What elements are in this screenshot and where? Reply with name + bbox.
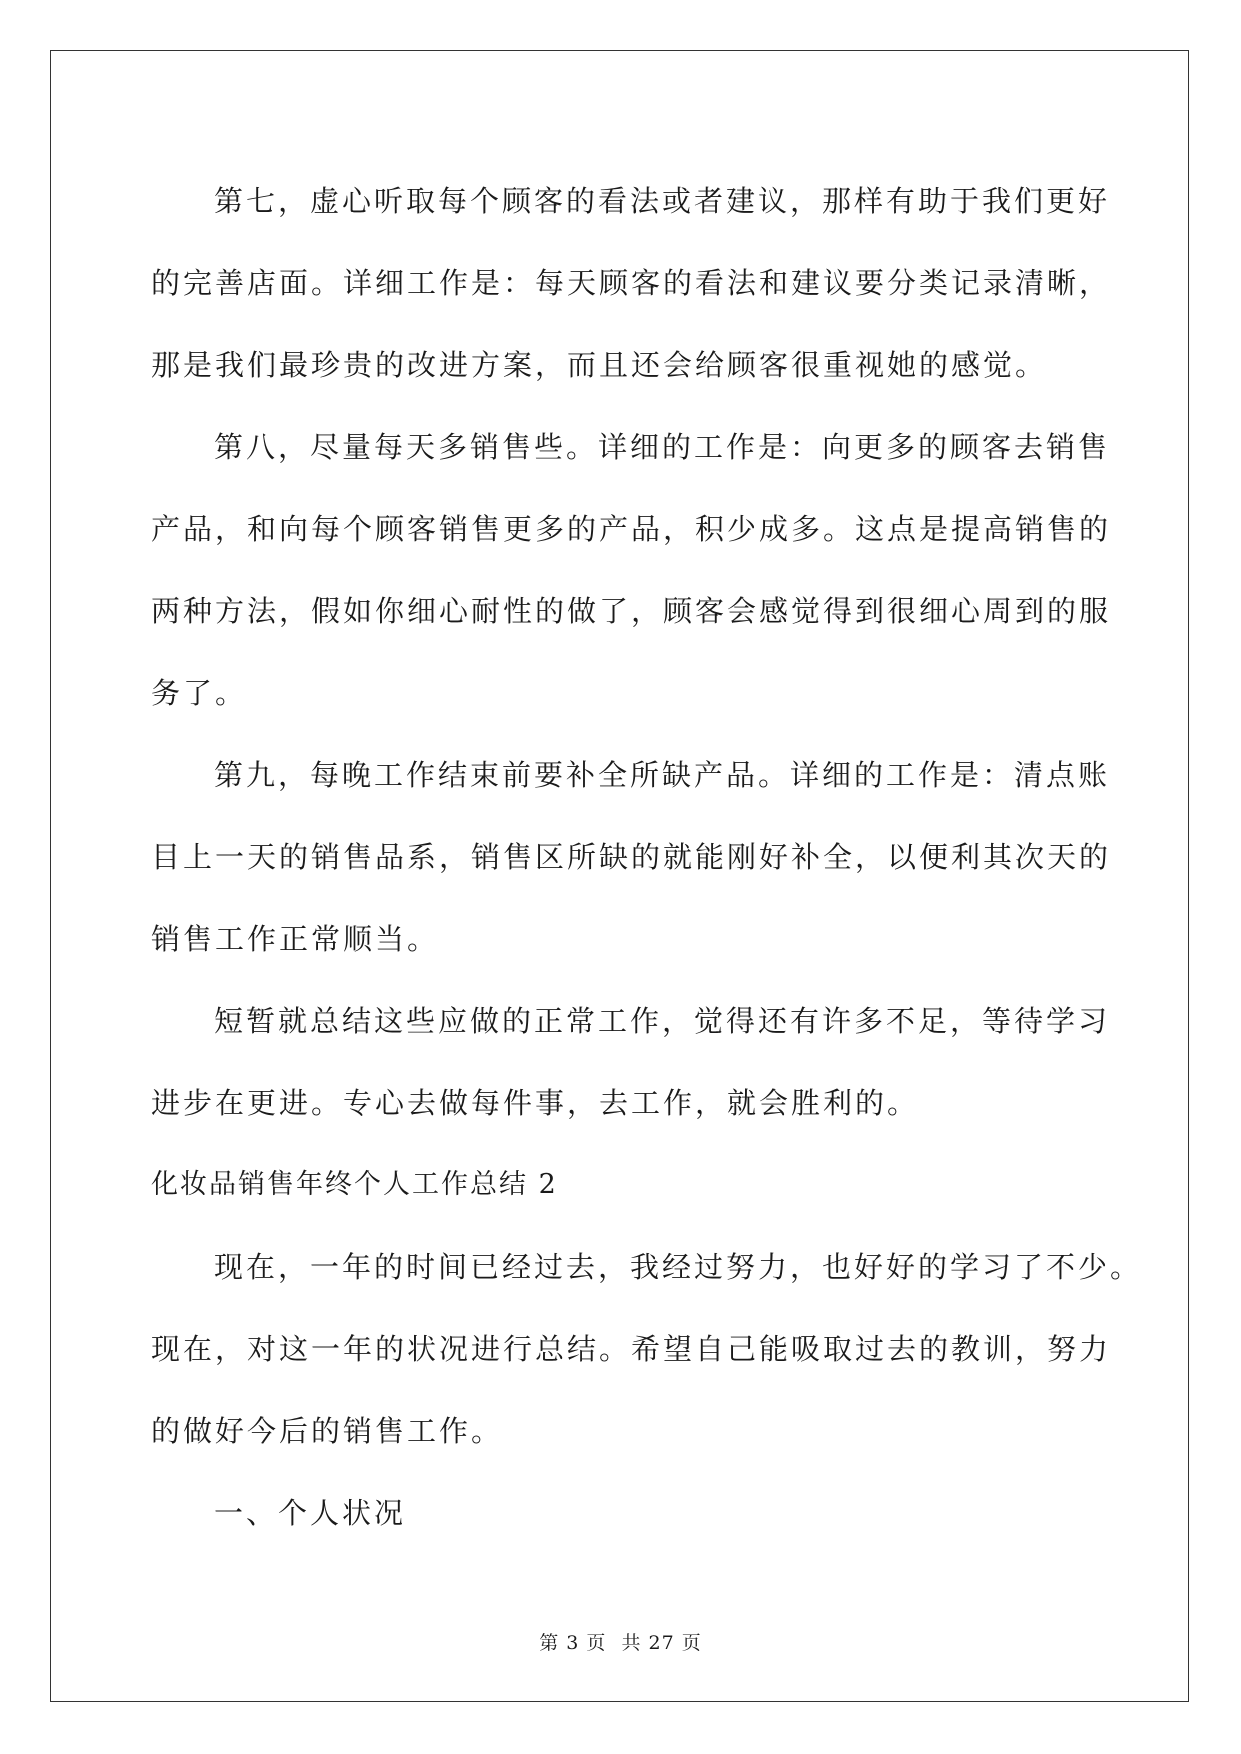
text-line: 产品，和向每个顾客销售更多的产品，积少成多。这点是提高销售的 (151, 512, 1112, 546)
document-body (151, 160, 1143, 1554)
paragraph-summary (151, 980, 1111, 1144)
text-line: 第九，每晚工作结束前要补全所缺产品。详细的工作是：清点账 (214, 758, 1111, 792)
page-footer (0, 1628, 1241, 1655)
text-line: 的做好今后的销售工作。 (151, 1414, 504, 1448)
text-line: 短暂就总结这些应做的正常工作，觉得还有许多不足，等待学习 (214, 1004, 1111, 1038)
text-line: 两种方法，假如你细心耐性的做了，顾客会感觉得到很细心周到的服 (151, 594, 1112, 628)
text-line: 务了。 (151, 676, 248, 710)
paragraph-8 (151, 406, 1112, 734)
text-line: 的完善店面。详细工作是：每天顾客的看法和建议要分类记录清晰， (151, 266, 1112, 300)
paragraph-7 (151, 160, 1112, 406)
subheading-personal-status (151, 1472, 1091, 1554)
section-title: 化妆品销售年终个人工作总结 2 (151, 1169, 558, 1200)
page-total: 共 27 页 (621, 1632, 702, 1654)
page-number: 第 3 页 (539, 1632, 607, 1654)
paragraph-intro (151, 1226, 1143, 1472)
text-line: 第七，虚心听取每个顾客的看法或者建议，那样有助于我们更好 (214, 184, 1111, 218)
text-line: 现在，对这一年的状况进行总结。希望自己能吸取过去的教训，努力 (151, 1332, 1112, 1366)
text-line: 进步在更进。专心去做每件事，去工作，就会胜利的。 (151, 1086, 920, 1120)
text-line: 目上一天的销售品系，销售区所缺的就能刚好补全，以便利其次天的 (151, 840, 1112, 874)
text-line: 销售工作正常顺当。 (151, 922, 440, 956)
text-line: 现在，一年的时间已经过去，我经过努力，也好好的学习了不少。 (214, 1250, 1143, 1284)
paragraph-9 (151, 734, 1112, 980)
text-line: 那是我们最珍贵的改进方案，而且还会给顾客很重视她的感觉。 (151, 348, 1048, 382)
text-line: 第八，尽量每天多销售些。详细的工作是：向更多的顾客去销售 (214, 430, 1111, 464)
text-line: 一、个人状况 (214, 1496, 407, 1530)
